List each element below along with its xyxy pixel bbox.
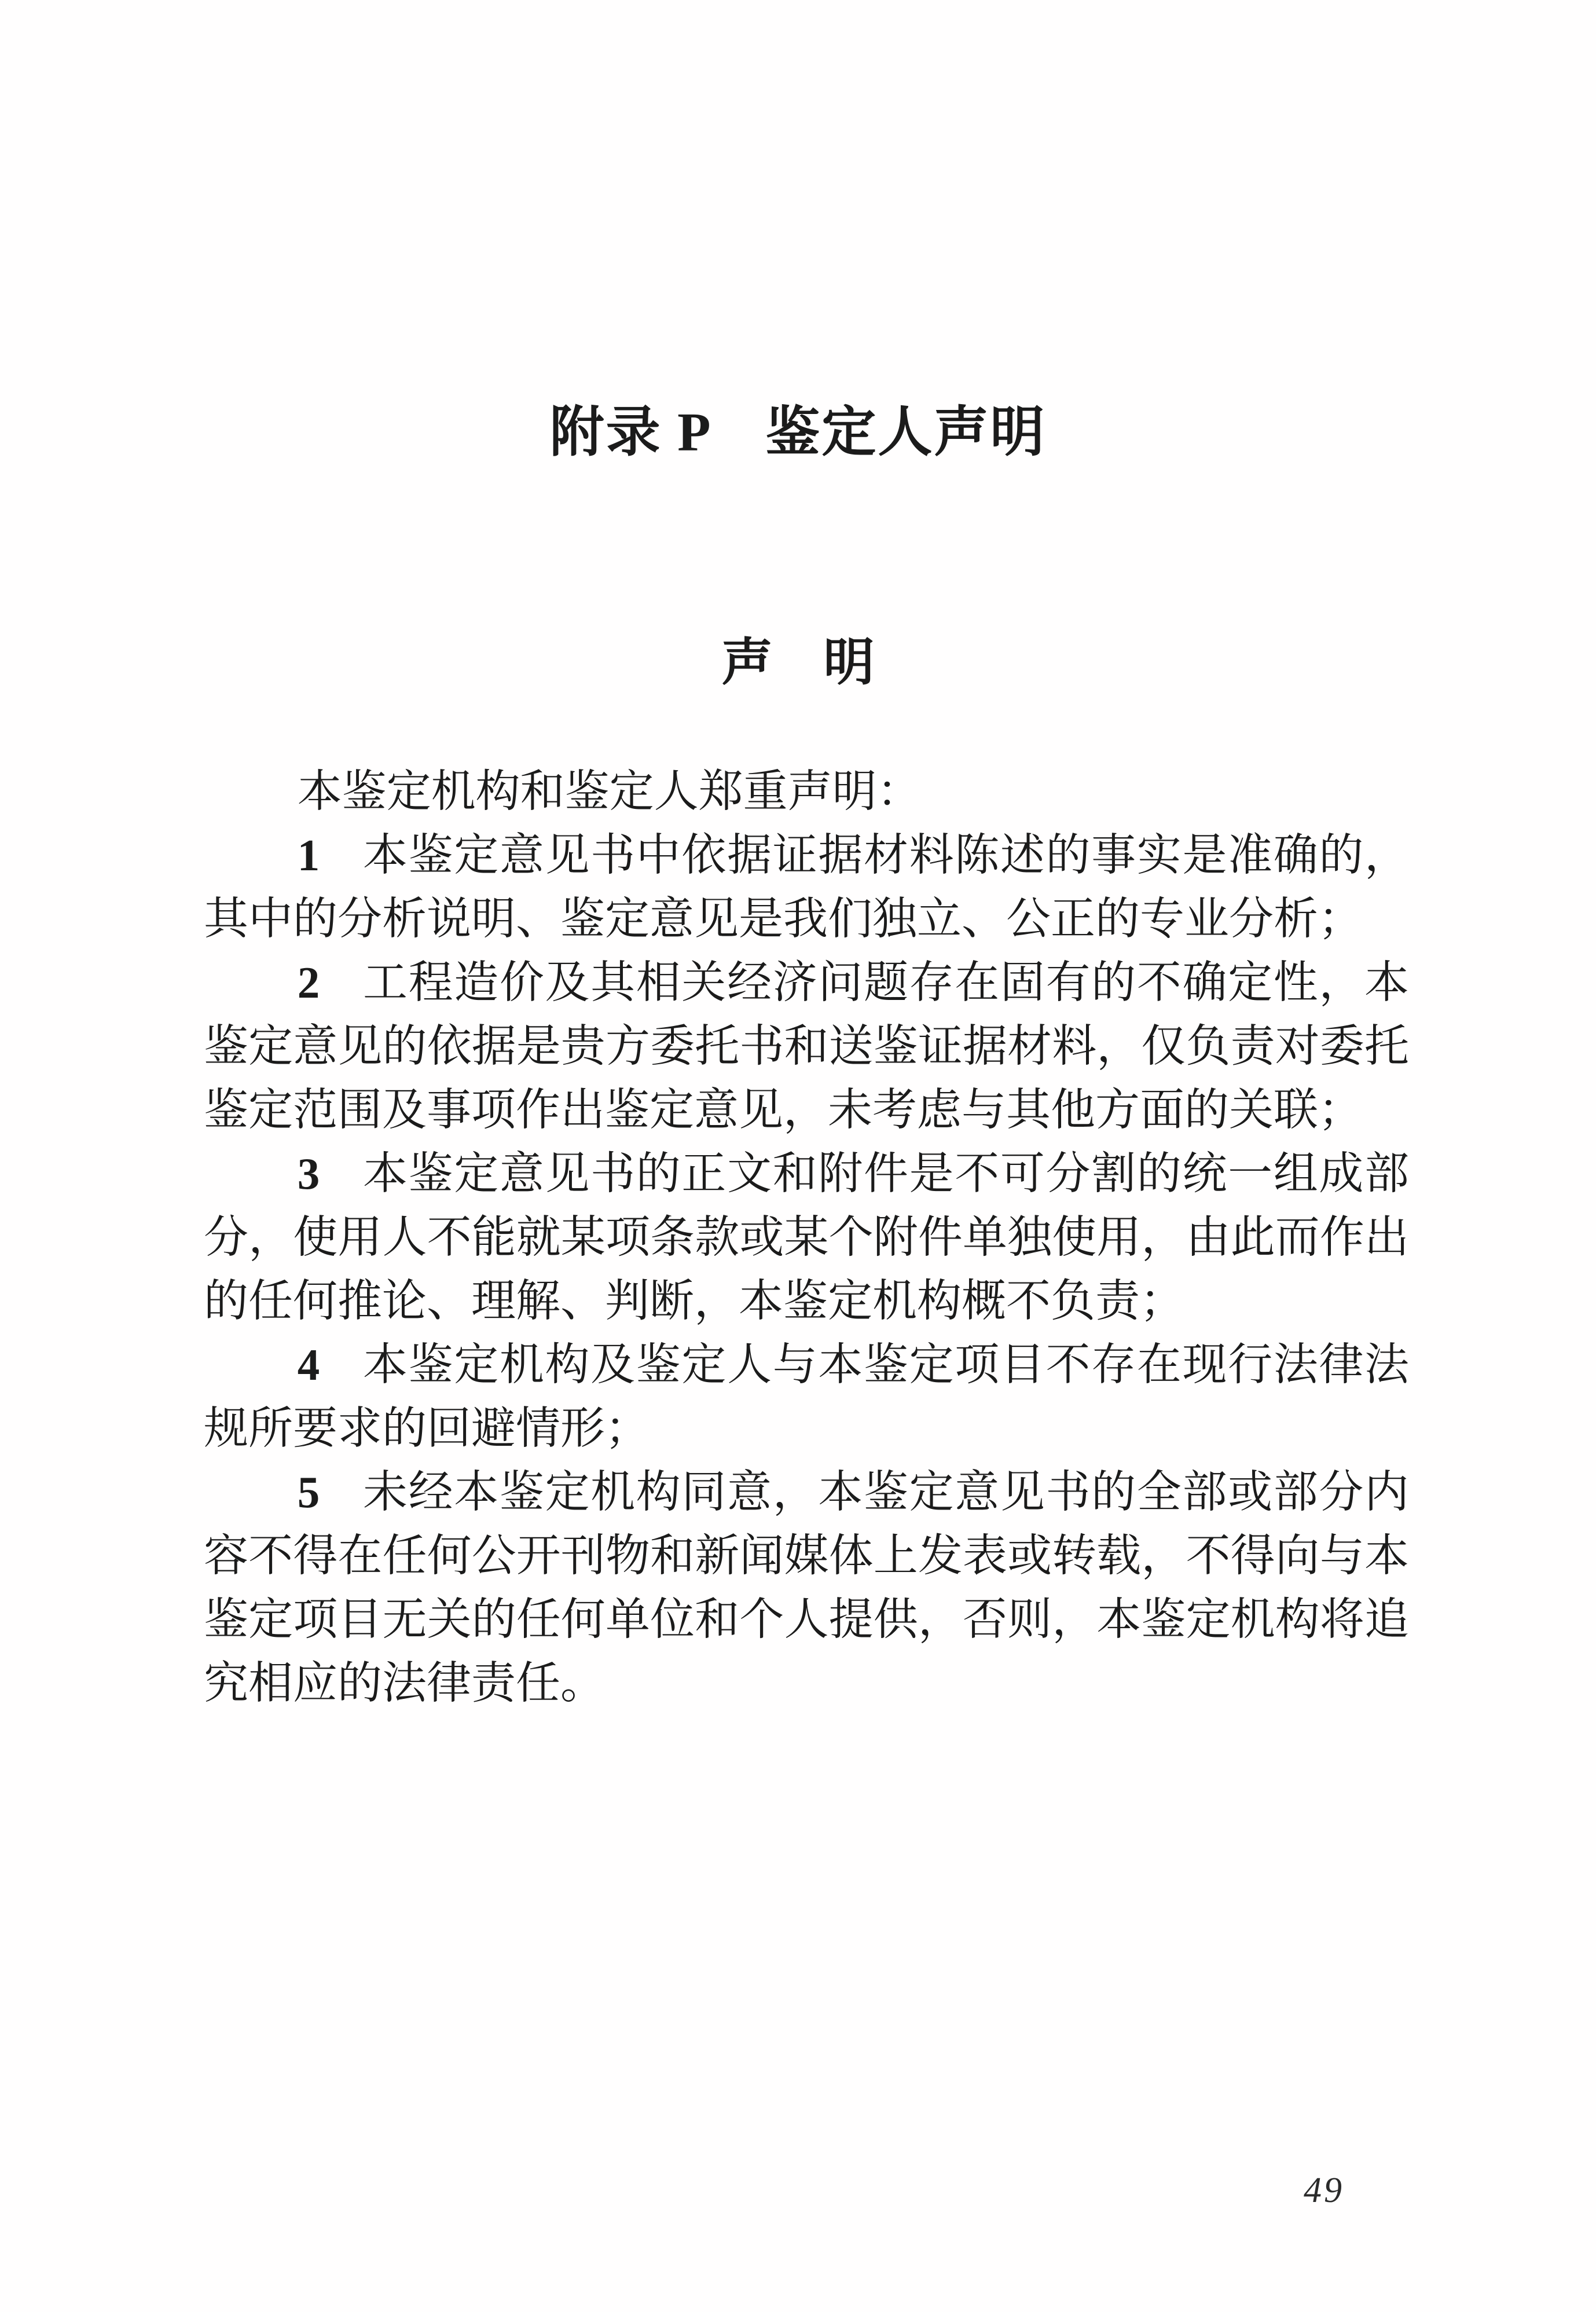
item-2-text: 工程造价及其相关经济问题存在固有的不确定性，本鉴定意见的依据是贵方委托书和送鉴证据材料，仅负责对委托鉴定范围及事项作出鉴定意见，未考虑与其他方面的关联； bbox=[204, 958, 1409, 1135]
item-1-number: 1 bbox=[297, 830, 320, 880]
statement-item-1 bbox=[204, 823, 1409, 951]
statement-item-5 bbox=[204, 1460, 1409, 1715]
item-5-number: 5 bbox=[297, 1467, 320, 1517]
item-4-text: 本鉴定机构及鉴定人与本鉴定项目不存在现行法律法规所要求的回避情形； bbox=[204, 1340, 1409, 1453]
item-3-number: 3 bbox=[297, 1149, 320, 1199]
item-2-number: 2 bbox=[297, 958, 320, 1007]
item-4-number: 4 bbox=[297, 1340, 320, 1390]
statement-intro: 本鉴定机构和鉴定人郑重声明： bbox=[297, 767, 922, 816]
statement-item-2 bbox=[204, 951, 1409, 1142]
appendix-title: 附录 P 鉴定人声明 bbox=[549, 402, 1047, 463]
item-5-text: 未经本鉴定机构同意，本鉴定意见书的全部或部分内容不得在任何公开刊物和新闻媒体上发表或转载，不得向与本鉴定项目无关的任何单位和个人提供，否则，本鉴定机构将追究相应的法律责任。 bbox=[204, 1467, 1409, 1708]
statement-item-3 bbox=[204, 1142, 1409, 1333]
statement-heading: 声 明 bbox=[721, 635, 875, 691]
item-1-text: 本鉴定意见书中依据证据材料陈述的事实是准确的，其中的分析说明、鉴定意见是我们独立、公正的专业分析； bbox=[204, 830, 1409, 944]
statement-body bbox=[204, 760, 1409, 1715]
page-number: 49 bbox=[1304, 2171, 1344, 2210]
statement-item-4 bbox=[204, 1333, 1409, 1460]
item-3-text: 本鉴定意见书的正文和附件是不可分割的统一组成部分，使用人不能就某项条款或某个附件单独使用，由此而作出的任何推论、理解、判断，本鉴定机构概不负责； bbox=[204, 1149, 1409, 1326]
